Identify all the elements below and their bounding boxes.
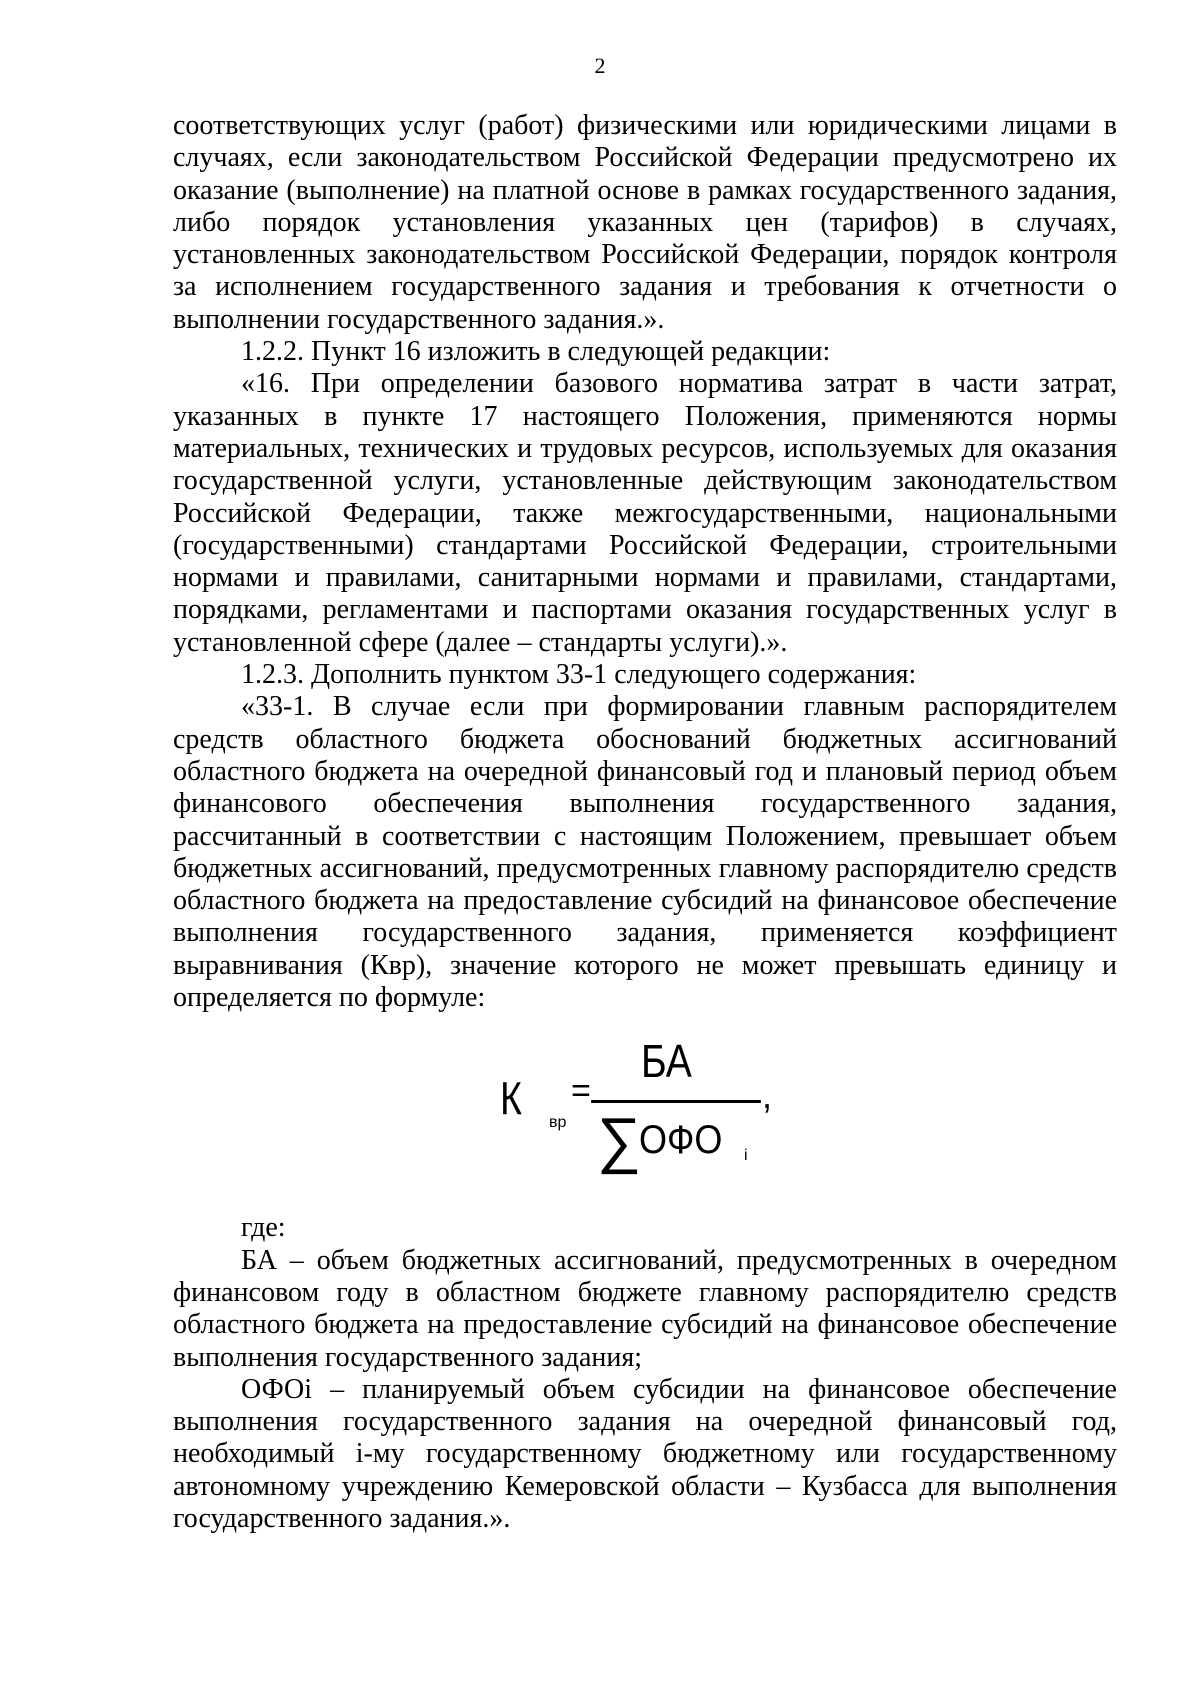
formula-fraction-bar	[591, 1100, 761, 1103]
document-body	[173, 110, 1117, 1535]
formula-numerator: БА	[641, 1035, 692, 1088]
paragraph-point-16: «16. При определении базового норматива затрат в части затрат, указанных в пункте 17 настоящего Положения, применяются нормы материальных, технических и трудовых ресурсов, используемых для оказания государственной услуги, установленные действующим законодательством Российской Федерации, также межгосударственными, национальными (государственными) стандартами Российской Федерации, строительными нормами и правилами, санитарными нормами и правилами, стандартами, порядками, регламентами и паспортами оказания государственных услуг в установленной сфере (далее – стандарты услуги).».	[173, 368, 1117, 658]
formula-comma: ,	[762, 1075, 773, 1117]
paragraph-def-ba: БА – объем бюджетных ассигнований, предусмотренных в очередном финансовом году в областном бюджете главному распорядителю средств областного бюджета на предоставление субсидий на финансовое обеспечение выполнения государственного задания;	[173, 1244, 1117, 1373]
paragraph-point-33-1: «33-1. В случае если при формировании главным распорядителем средств областного бюджета обоснований бюджетных ассигнований областного бюджета на очередной финансовый год и плановый период объем финансового обеспечения выполнения государственного задания, рассчитанный в соответствии с настоящим Положением, превышает объем бюджетных ассигнований, предусмотренных главному распорядителю средств областного бюджета на предоставление субсидий на финансовое обеспечение выполнения государственного задания, применяется коэффициент выравнивания (Квр), значение которого не может превышать единицу и определяется по формуле:	[173, 691, 1117, 1014]
coefficient-formula	[173, 1014, 1117, 1212]
formula-lhs-subscript: вр	[549, 1114, 567, 1132]
paragraph-1-2-2: 1.2.2. Пункт 16 изложить в следующей редакции:	[241, 336, 831, 368]
page-number: 2	[594, 53, 606, 78]
paragraph-1-2-3: 1.2.3. Дополнить пунктом 33-1 следующего содержания:	[241, 659, 917, 691]
formula-lhs: К	[500, 1072, 522, 1125]
paragraph-def-ofoi: ОФОi – планируемый объем субсидии на финансовое обеспечение выполнения государственного задания на очередной финансовый год, необходимый i-му государственному бюджетному или государственному автономному учреждению Кемеровской области – Кузбасса для выполнения государственного задания.».	[173, 1373, 1117, 1534]
formula-denominator: ОФО	[639, 1118, 723, 1163]
formula-denominator-subscript: i	[744, 1147, 748, 1165]
paragraph-where: где:	[241, 1212, 286, 1244]
paragraph-continuation: соответствующих услуг (работ) физическими или юридическими лицами в случаях, если законодательством Российской Федерации предусмотрено их оказание (выполнение) на платной основе в рамках государственного задания, либо порядок установления указанных цен (тарифов) в случаях, установленных законодательством Российской Федерации, порядок контроля за исполнением государственного задания и требования к отчетности о выполнении государственного задания.».	[173, 110, 1117, 335]
formula-equals-sign: =	[571, 1072, 591, 1111]
formula-sum-sign: ∑	[597, 1106, 642, 1176]
